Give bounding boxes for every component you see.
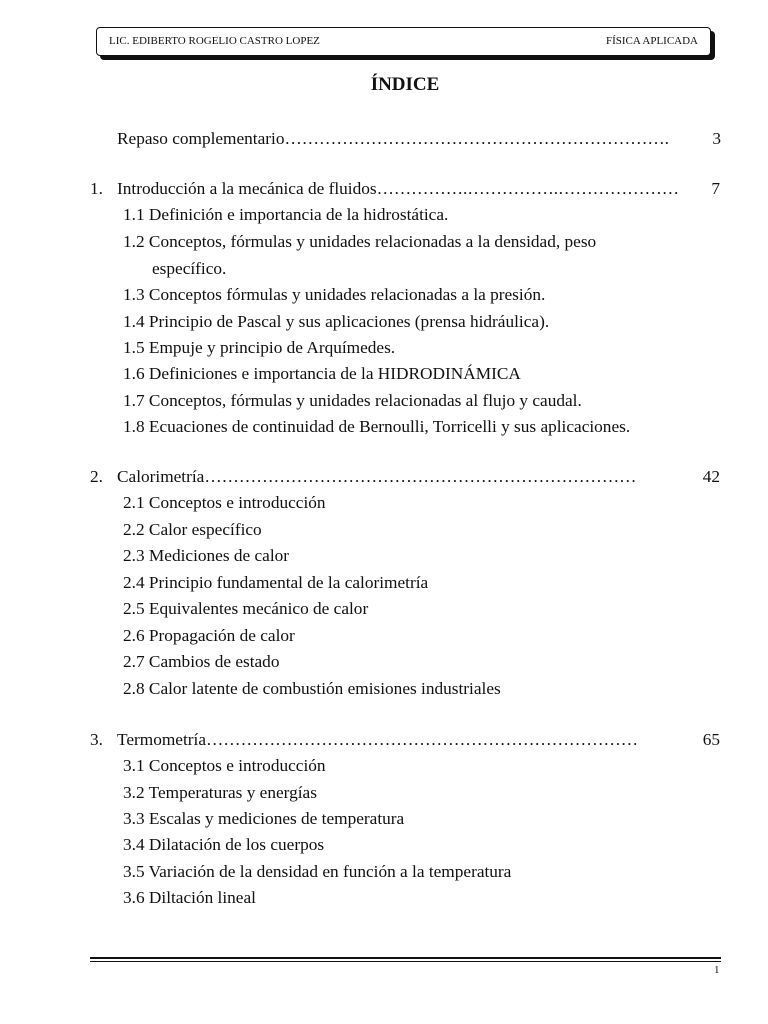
toc-item: 1.5 Empuje y principio de Arquímedes.	[123, 338, 396, 357]
toc-item: 3.5 Variación de la densidad en función a la temperatura	[123, 862, 512, 881]
toc-item: 3.3 Escalas y mediciones de temperatura	[123, 809, 405, 828]
toc-section-title: Calorimetría	[117, 467, 205, 486]
toc-item: 2.3 Mediciones de calor	[123, 546, 290, 565]
toc-section-1	[90, 178, 720, 200]
toc-section-number: 3.	[90, 730, 103, 749]
toc-section-number: 2.	[90, 467, 103, 486]
toc-item: 3.6 Diltación lineal	[123, 888, 256, 907]
toc-section-title: Termometría	[117, 730, 206, 749]
toc-leader-dots: …………….…………….…………………	[376, 179, 680, 198]
page-number: 1	[714, 964, 720, 976]
toc-section-2	[90, 466, 720, 488]
toc-leader-dots: …………………………………………………………………	[204, 467, 637, 486]
toc-item: 2.4 Principio fundamental de la calorimetría	[123, 573, 429, 592]
toc-item: 2.8 Calor latente de combustión emisiones industriales	[123, 679, 501, 698]
toc-item: 1.4 Principio de Pascal y sus aplicaciones (prensa hidráulica).	[123, 312, 550, 331]
toc-item: 1.3 Conceptos fórmulas y unidades relacionadas a la presión.	[123, 285, 546, 304]
toc-page-number: 3	[712, 129, 721, 148]
toc-item: 2.1 Conceptos e introducción	[123, 493, 326, 512]
toc-entry-repaso	[117, 128, 721, 150]
page-title: ÍNDICE	[370, 74, 440, 95]
toc-item: 1.1 Definición e importancia de la hidrostática.	[123, 205, 449, 224]
toc-item: 2.2 Calor específico	[123, 520, 262, 539]
toc-section-title: Introducción a la mecánica de fluidos	[117, 179, 377, 198]
toc-item: 1.8 Ecuaciones de continuidad de Bernoulli, Torricelli y sus aplicaciones.	[123, 417, 631, 436]
toc-item: 2.7 Cambios de estado	[123, 652, 280, 671]
toc-section-number: 1.	[90, 179, 103, 198]
toc-item: 3.4 Dilatación de los cuerpos	[123, 835, 325, 854]
toc-entry-text: Repaso complementario	[117, 129, 285, 148]
toc-leader-dots: ………………………………………………………….	[284, 129, 669, 148]
toc-item: 2.5 Equivalentes mecánico de calor	[123, 599, 369, 618]
toc-item: 3.1 Conceptos e introducción	[123, 756, 326, 775]
toc-page-number: 65	[702, 730, 720, 749]
footer-rule	[90, 957, 721, 959]
header-course: FÍSICA APLICADA	[606, 35, 698, 47]
toc-item: 1.6 Definiciones e importancia de la HIDRODINÁMICA	[123, 364, 521, 383]
toc-page-number: 42	[702, 467, 720, 486]
toc-item: 3.2 Temperaturas y energías	[123, 783, 317, 802]
toc-page-number: 7	[711, 179, 720, 198]
toc-item: 1.2 Conceptos, fórmulas y unidades relacionadas a la densidad, peso	[123, 232, 597, 251]
toc-item: 1.7 Conceptos, fórmulas y unidades relacionadas al flujo y caudal.	[123, 391, 582, 410]
toc-section-3	[90, 729, 720, 751]
toc-item-continuation: específico.	[152, 259, 227, 278]
header-author: LIC. EDIBERTO ROGELIO CASTRO LOPEZ	[109, 35, 320, 47]
page-header	[96, 27, 711, 56]
footer-rule-thin	[90, 961, 721, 962]
toc-item: 2.6 Propagación de calor	[123, 626, 295, 645]
toc-leader-dots: …………………………………………………………………	[206, 730, 639, 749]
